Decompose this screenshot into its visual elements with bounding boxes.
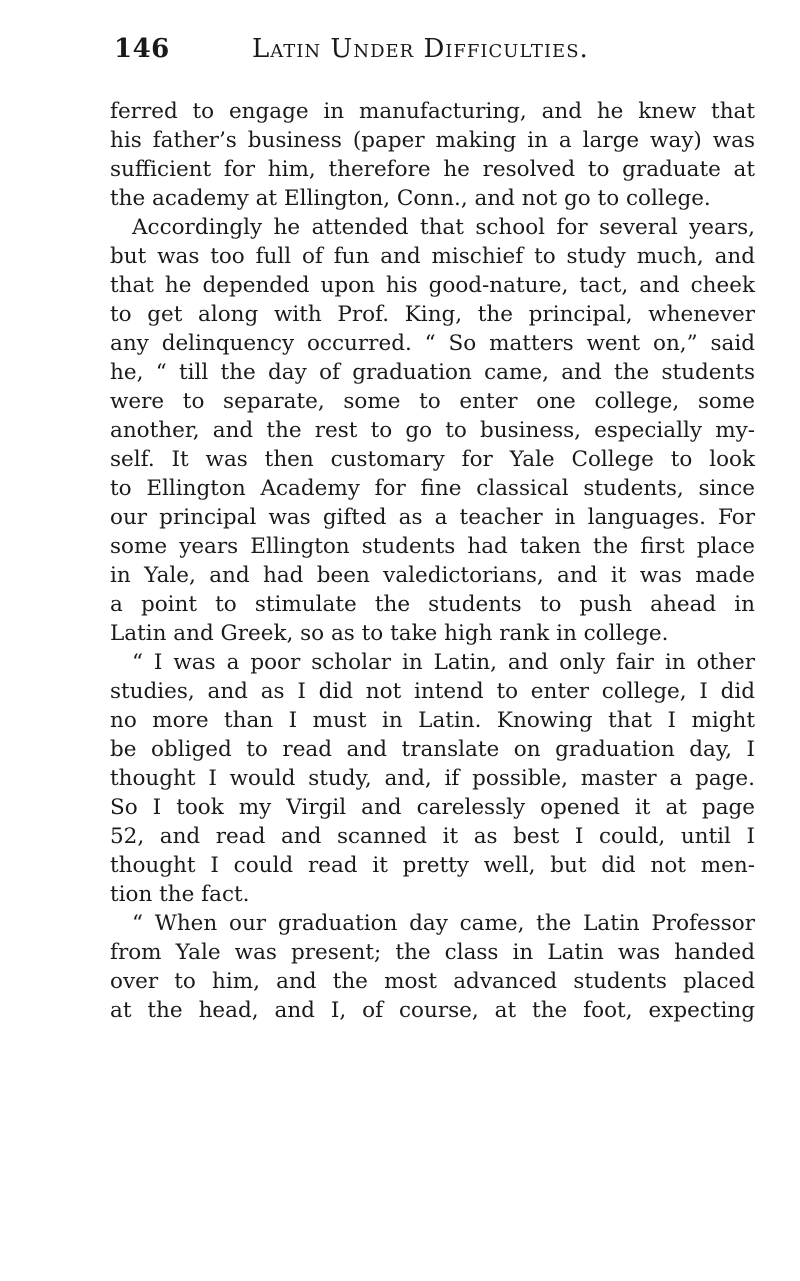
text-line: that he depended upon his good-nature, tact, and cheek <box>110 273 755 298</box>
text-line: the academy at Ellington, Conn., and not go to college. <box>110 186 711 211</box>
text-line: from Yale was present; the class in Latin was handed <box>110 940 755 965</box>
running-head <box>114 34 754 74</box>
text-line: Latin and Greek, so as to take high rank in college. <box>110 621 669 646</box>
text-line: tion the fact. <box>110 882 250 907</box>
text-line: thought I could read it pretty well, but did not men- <box>110 853 755 878</box>
body-text <box>110 97 755 1025</box>
text-line: his father’s business (paper making in a large way) was <box>110 128 755 153</box>
text-line: studies, and as I did not intend to enter college, I did <box>110 679 755 704</box>
running-title: Latin Under Difficulties. <box>252 34 589 64</box>
text-line: another, and the rest to go to business, especially my- <box>110 418 755 443</box>
text-line: a point to stimulate the students to push ahead in <box>110 592 755 617</box>
text-line: thought I would study, and, if possible, master a page. <box>110 766 755 791</box>
text-line: no more than I must in Latin. Knowing that I might <box>110 708 755 733</box>
text-line: he, “ till the day of graduation came, and the students <box>110 360 755 385</box>
text-line: to get along with Prof. King, the principal, whenever <box>110 302 755 327</box>
text-line: Accordingly he attended that school for several years, <box>132 215 755 240</box>
text-line: in Yale, and had been valedictorians, and it was made <box>110 563 755 588</box>
text-line: be obliged to read and translate on graduation day, I <box>110 737 755 762</box>
text-line: some years Ellington students had taken the first place <box>110 534 755 559</box>
text-line: ferred to engage in manufacturing, and he knew that <box>110 99 755 124</box>
text-line: at the head, and I, of course, at the foot, expecting <box>110 998 755 1023</box>
text-line: So I took my Virgil and carelessly opened it at page <box>110 795 755 820</box>
text-line: any delinquency occurred. “ So matters went on,” said <box>110 331 755 356</box>
text-line: to Ellington Academy for fine classical students, since <box>110 476 755 501</box>
text-line: self. It was then customary for Yale College to look <box>110 447 755 472</box>
text-line: “ When our graduation day came, the Latin Professor <box>132 911 755 936</box>
text-line: “ I was a poor scholar in Latin, and only fair in other <box>132 650 755 675</box>
text-line: sufficient for him, therefore he resolved to graduate at <box>110 157 755 182</box>
text-line: were to separate, some to enter one college, some <box>110 389 755 414</box>
text-line: 52, and read and scanned it as best I could, until I <box>110 824 755 849</box>
text-line: our principal was gifted as a teacher in languages. For <box>110 505 755 530</box>
page-number: 146 <box>114 34 170 64</box>
text-line: over to him, and the most advanced students placed <box>110 969 755 994</box>
text-line: but was too full of fun and mischief to study much, and <box>110 244 755 269</box>
